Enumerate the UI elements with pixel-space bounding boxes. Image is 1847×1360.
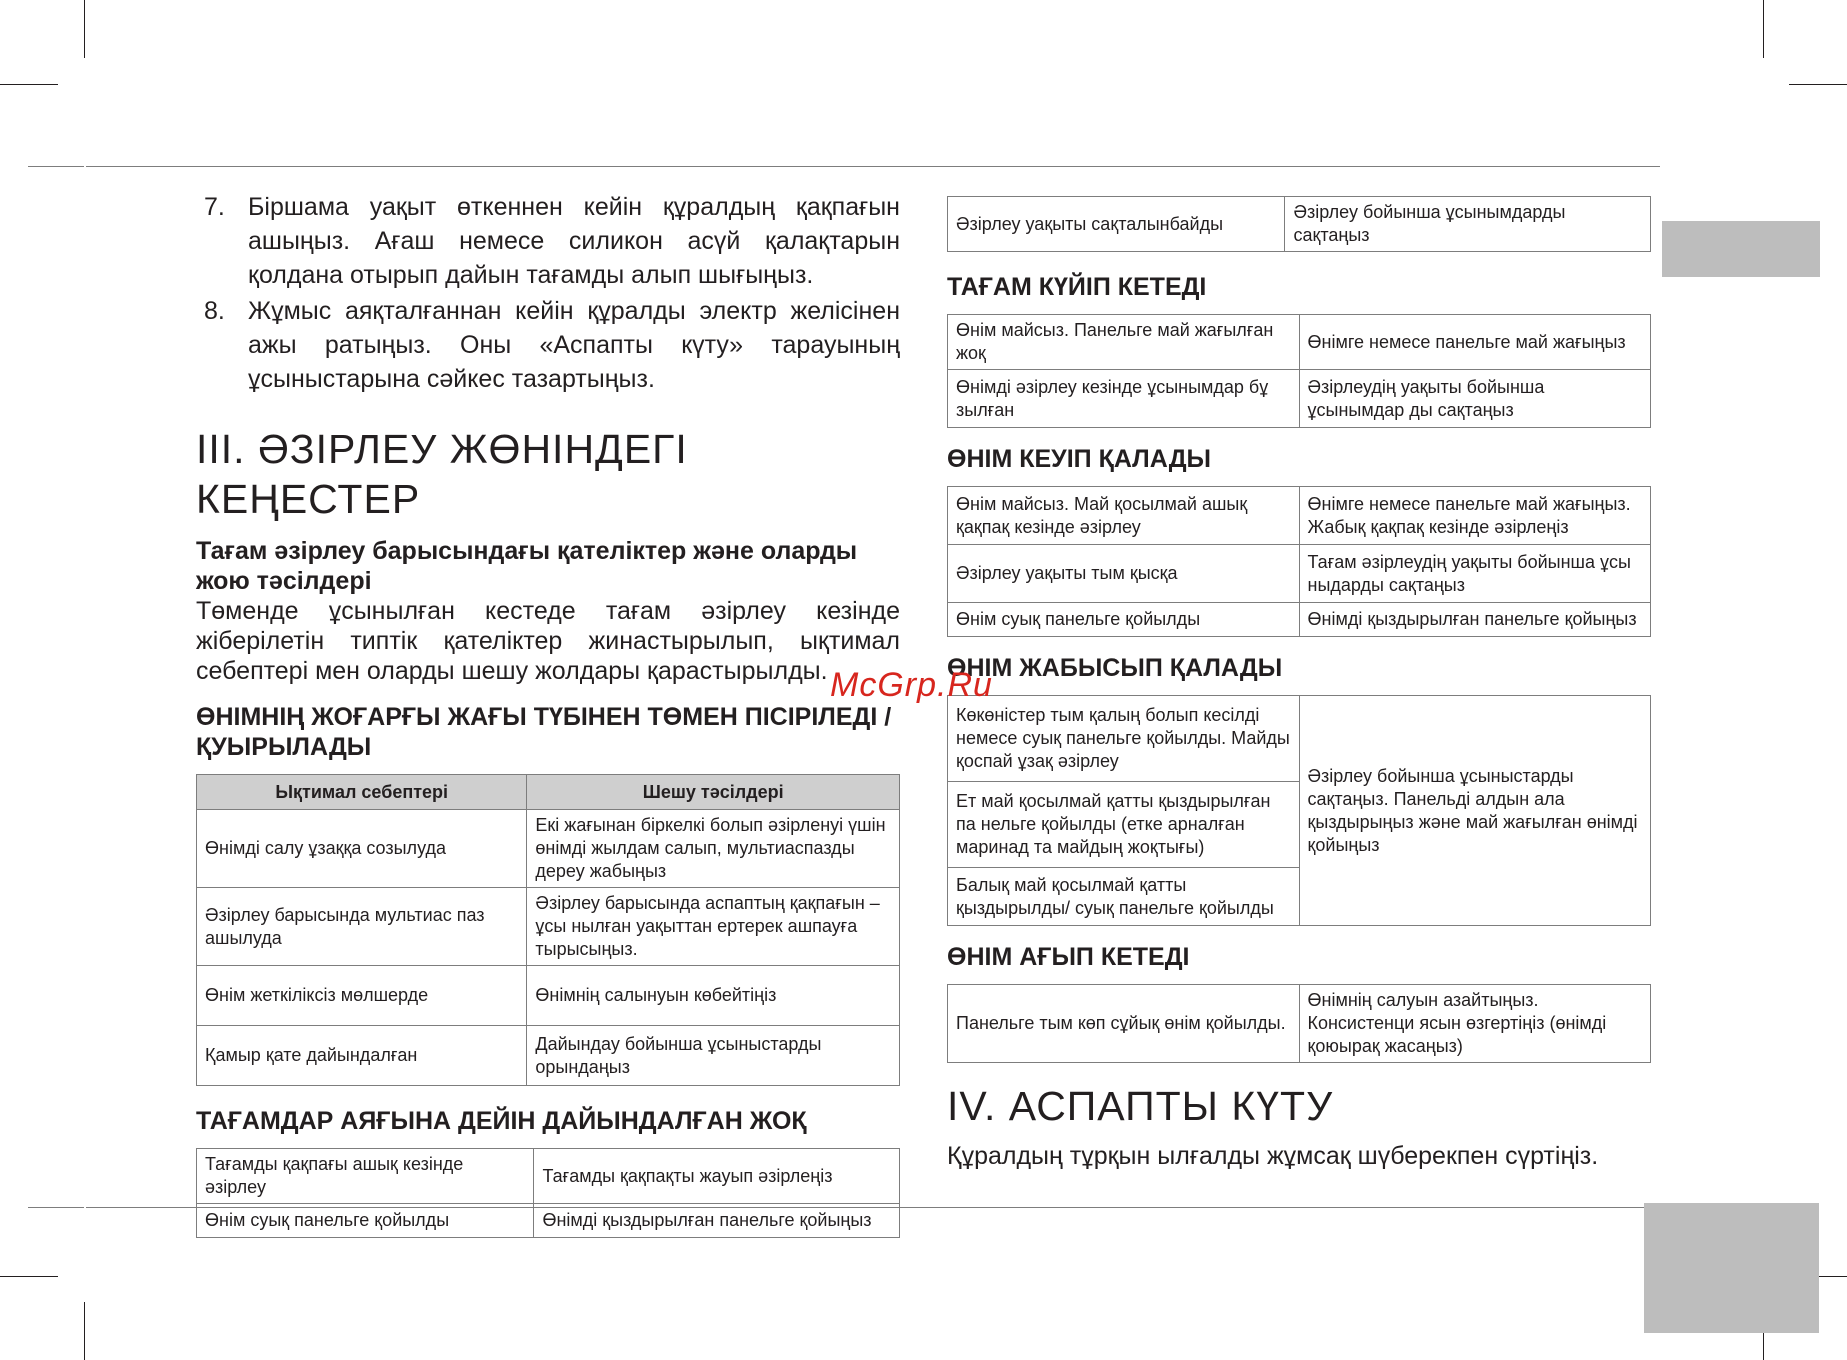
table-cell: Тағам әзірлеудің уақыты бойынша ұсы ныдарды сақтаңыз — [1299, 545, 1651, 603]
table-row — [948, 985, 1651, 1063]
page-corner-block — [1644, 1203, 1819, 1333]
crop-mark — [84, 1302, 85, 1360]
table-title: ӨНІМ КЕУІП ҚАЛАДЫ — [947, 445, 1211, 473]
undercooked-table — [196, 1148, 900, 1238]
table-cell: Өнім жеткіліксіз мөлшерде — [197, 966, 527, 1026]
bottom-rule — [28, 1207, 84, 1208]
step-number: 7. — [204, 193, 225, 221]
crop-mark — [1763, 0, 1764, 58]
undercooked-table-continued — [947, 196, 1651, 252]
table-title: ӨНІМ ЖАБЫСЫП ҚАЛАДЫ — [947, 654, 1283, 682]
table-cell: Дайындау бойынша ұсыныстарды орындаңыз — [527, 1026, 900, 1086]
table-cell: Екі жағынан біркелкі болып әзірленуі үшін өнімді жылдам салып, мультиаспазды дереу жабыңыз — [527, 810, 900, 888]
column-header: Ықтимал себептері — [197, 775, 527, 810]
table-cell: Өнім суық панельге қойылды — [197, 1204, 534, 1238]
table-row — [197, 1149, 900, 1204]
table-title: ӨНІМ АҒЫП КЕТЕДІ — [947, 943, 1190, 971]
list-item — [196, 190, 900, 292]
table-cell: Өнім майсыз. Май қосылмай ашық қақпақ кезінде әзірлеу — [948, 487, 1300, 545]
top-rule — [28, 166, 84, 167]
table-cell: Әзірлеудің уақыты бойынша ұсынымдар ды сақтаңыз — [1299, 370, 1651, 428]
crop-mark — [1789, 84, 1847, 85]
list-item — [196, 294, 900, 396]
crop-mark — [0, 1276, 58, 1277]
table-title: ТАҒАМ КҮЙІП КЕТЕДІ — [947, 273, 1207, 301]
table-row — [197, 966, 900, 1026]
dries-table — [947, 486, 1651, 637]
table-cell: Әзірлеу уақыты тым қысқа — [948, 545, 1300, 603]
left-column — [196, 190, 900, 1238]
table-cell: Әзірлеу барысында мультиас паз ашылуда — [197, 888, 527, 966]
crop-mark — [84, 0, 85, 58]
table-cell: Өнімнің салынуын көбейтіңіз — [527, 966, 900, 1026]
table-row — [197, 888, 900, 966]
table-cell: Өнім суық панельге қойылды — [948, 603, 1300, 637]
table-cell: Әзірлеу бойынша ұсыныстарды сақтаңыз. Панельді алдын ала қыздырыңыз және май жағылған өнімді қойыңыз — [1299, 696, 1651, 926]
table-row — [197, 810, 900, 888]
table-cell: Әзірлеу уақыты сақталынбайды — [948, 197, 1285, 252]
table-cell: Қамыр қате дайындалған — [197, 1026, 527, 1086]
burns-table — [947, 314, 1651, 428]
table-cell: Көкөністер тым қалың болып кесілді немесе суық панельге қойылды. Майды қоспай ұзақ әзірлеу — [948, 696, 1300, 782]
right-column — [947, 196, 1651, 1171]
table-row — [948, 696, 1651, 782]
section-title: III. ӘЗІРЛЕУ ЖӨНІНДЕГІ КЕҢЕСТЕР — [196, 426, 688, 522]
table-cell: Өнімге немесе панельге май жағыңыз. Жабық қақпақ кезінде әзірлеңіз — [1299, 487, 1651, 545]
table-cell: Өнімнің салуын азайтыңыз. Консистенци ясын өзгертіңіз (өнімді қоюырақ жасаңыз) — [1299, 985, 1651, 1063]
page-tab-marker — [1662, 221, 1820, 277]
top-rule — [86, 166, 1660, 167]
table-row — [948, 545, 1651, 603]
step-text: Жұмыс аяқталғаннан кейін құралды электр желісінен ажы ратыңыз. Оны «Аспапты күту» тарауының ұсыныстарына сәйкес тазартыңыз. — [248, 297, 900, 393]
table-row — [948, 487, 1651, 545]
table-cell: Өнімді салу ұзаққа созылуда — [197, 810, 527, 888]
table-row — [948, 370, 1651, 428]
table-cell: Әзірлеу барысында аспаптың қақпағын – ұсы нылған уақыттан ертерек ашпауға тырысыңыз. — [527, 888, 900, 966]
column-header: Шешу тәсілдері — [527, 775, 900, 810]
table-title: ӨНІМНІҢ ЖОҒАРҒЫ ЖАҒЫ ТҮБІНЕН ТӨМЕН ПІСІРІЛЕДІ / ҚУЫРЫЛАДЫ — [196, 703, 892, 761]
sticks-table — [947, 695, 1651, 926]
step-number: 8. — [204, 297, 225, 325]
table-row — [948, 315, 1651, 370]
table-cell: Ет май қосылмай қатты қыздырылған па нельге қойылды (етке арналған маринад та майдың жоқтығы) — [948, 782, 1300, 868]
table-cell: Өнім майсыз. Панельге май жағылған жоқ — [948, 315, 1300, 370]
table-cell: Панельге тым көп сұйық өнім қойылды. — [948, 985, 1300, 1063]
step-text: Біршама уақыт өткеннен кейін құралдың қақпағын ашыңыз. Ағаш немесе силикон асүй қалақтарын қолдана отырып дайын тағамды алып шығыңыз. — [248, 193, 900, 289]
crop-mark — [0, 84, 58, 85]
section-title: IV. АСПАПТЫ КҮТУ — [947, 1083, 1334, 1129]
table-cell: Тағамды қақпақты жауып әзірлеңіз — [534, 1149, 900, 1204]
table-cell: Тағамды қақпағы ашық кезінде әзірлеу — [197, 1149, 534, 1204]
causes-table — [196, 774, 900, 1086]
table-cell: Өнімге немесе панельге май жағыңыз — [1299, 315, 1651, 370]
section-intro: Төменде ұсынылған кестеде тағам әзірлеу кезінде жіберілетін типтік қателіктер жинастырылып, ықтимал себептері мен оларды шешу жолдары қарастырылды. — [196, 597, 900, 685]
table-row — [197, 1026, 900, 1086]
table-row — [197, 1204, 900, 1238]
table-cell: Әзірлеу бойынша ұсынымдарды сақтаңыз — [1285, 197, 1651, 252]
table-title: ТАҒАМДАР АЯҒЫНА ДЕЙІН ДАЙЫНДАЛҒАН ЖОҚ — [196, 1107, 807, 1135]
table-row — [948, 197, 1651, 252]
table-cell: Өнімді әзірлеу кезінде ұсынымдар бұ зылған — [948, 370, 1300, 428]
table-cell: Балық май қосылмай қатты қыздырылды/ суық панельге қойылды — [948, 868, 1300, 926]
table-cell: Өнімді қыздырылған панельге қойыңыз — [534, 1204, 900, 1238]
section-subtitle: Тағам әзірлеу барысындағы қателіктер және оларды жою тәсілдері — [196, 537, 858, 595]
steps-list — [196, 190, 900, 396]
leaks-table — [947, 984, 1651, 1063]
watermark: McGrp.Ru — [830, 666, 993, 704]
table-cell: Өнімді қыздырылған панельге қойыңыз — [1299, 603, 1651, 637]
table-row — [948, 603, 1651, 637]
section-text: Құралдың тұрқын ылғалды жұмсақ шүберекпен сүртіңіз. — [947, 1142, 1599, 1170]
